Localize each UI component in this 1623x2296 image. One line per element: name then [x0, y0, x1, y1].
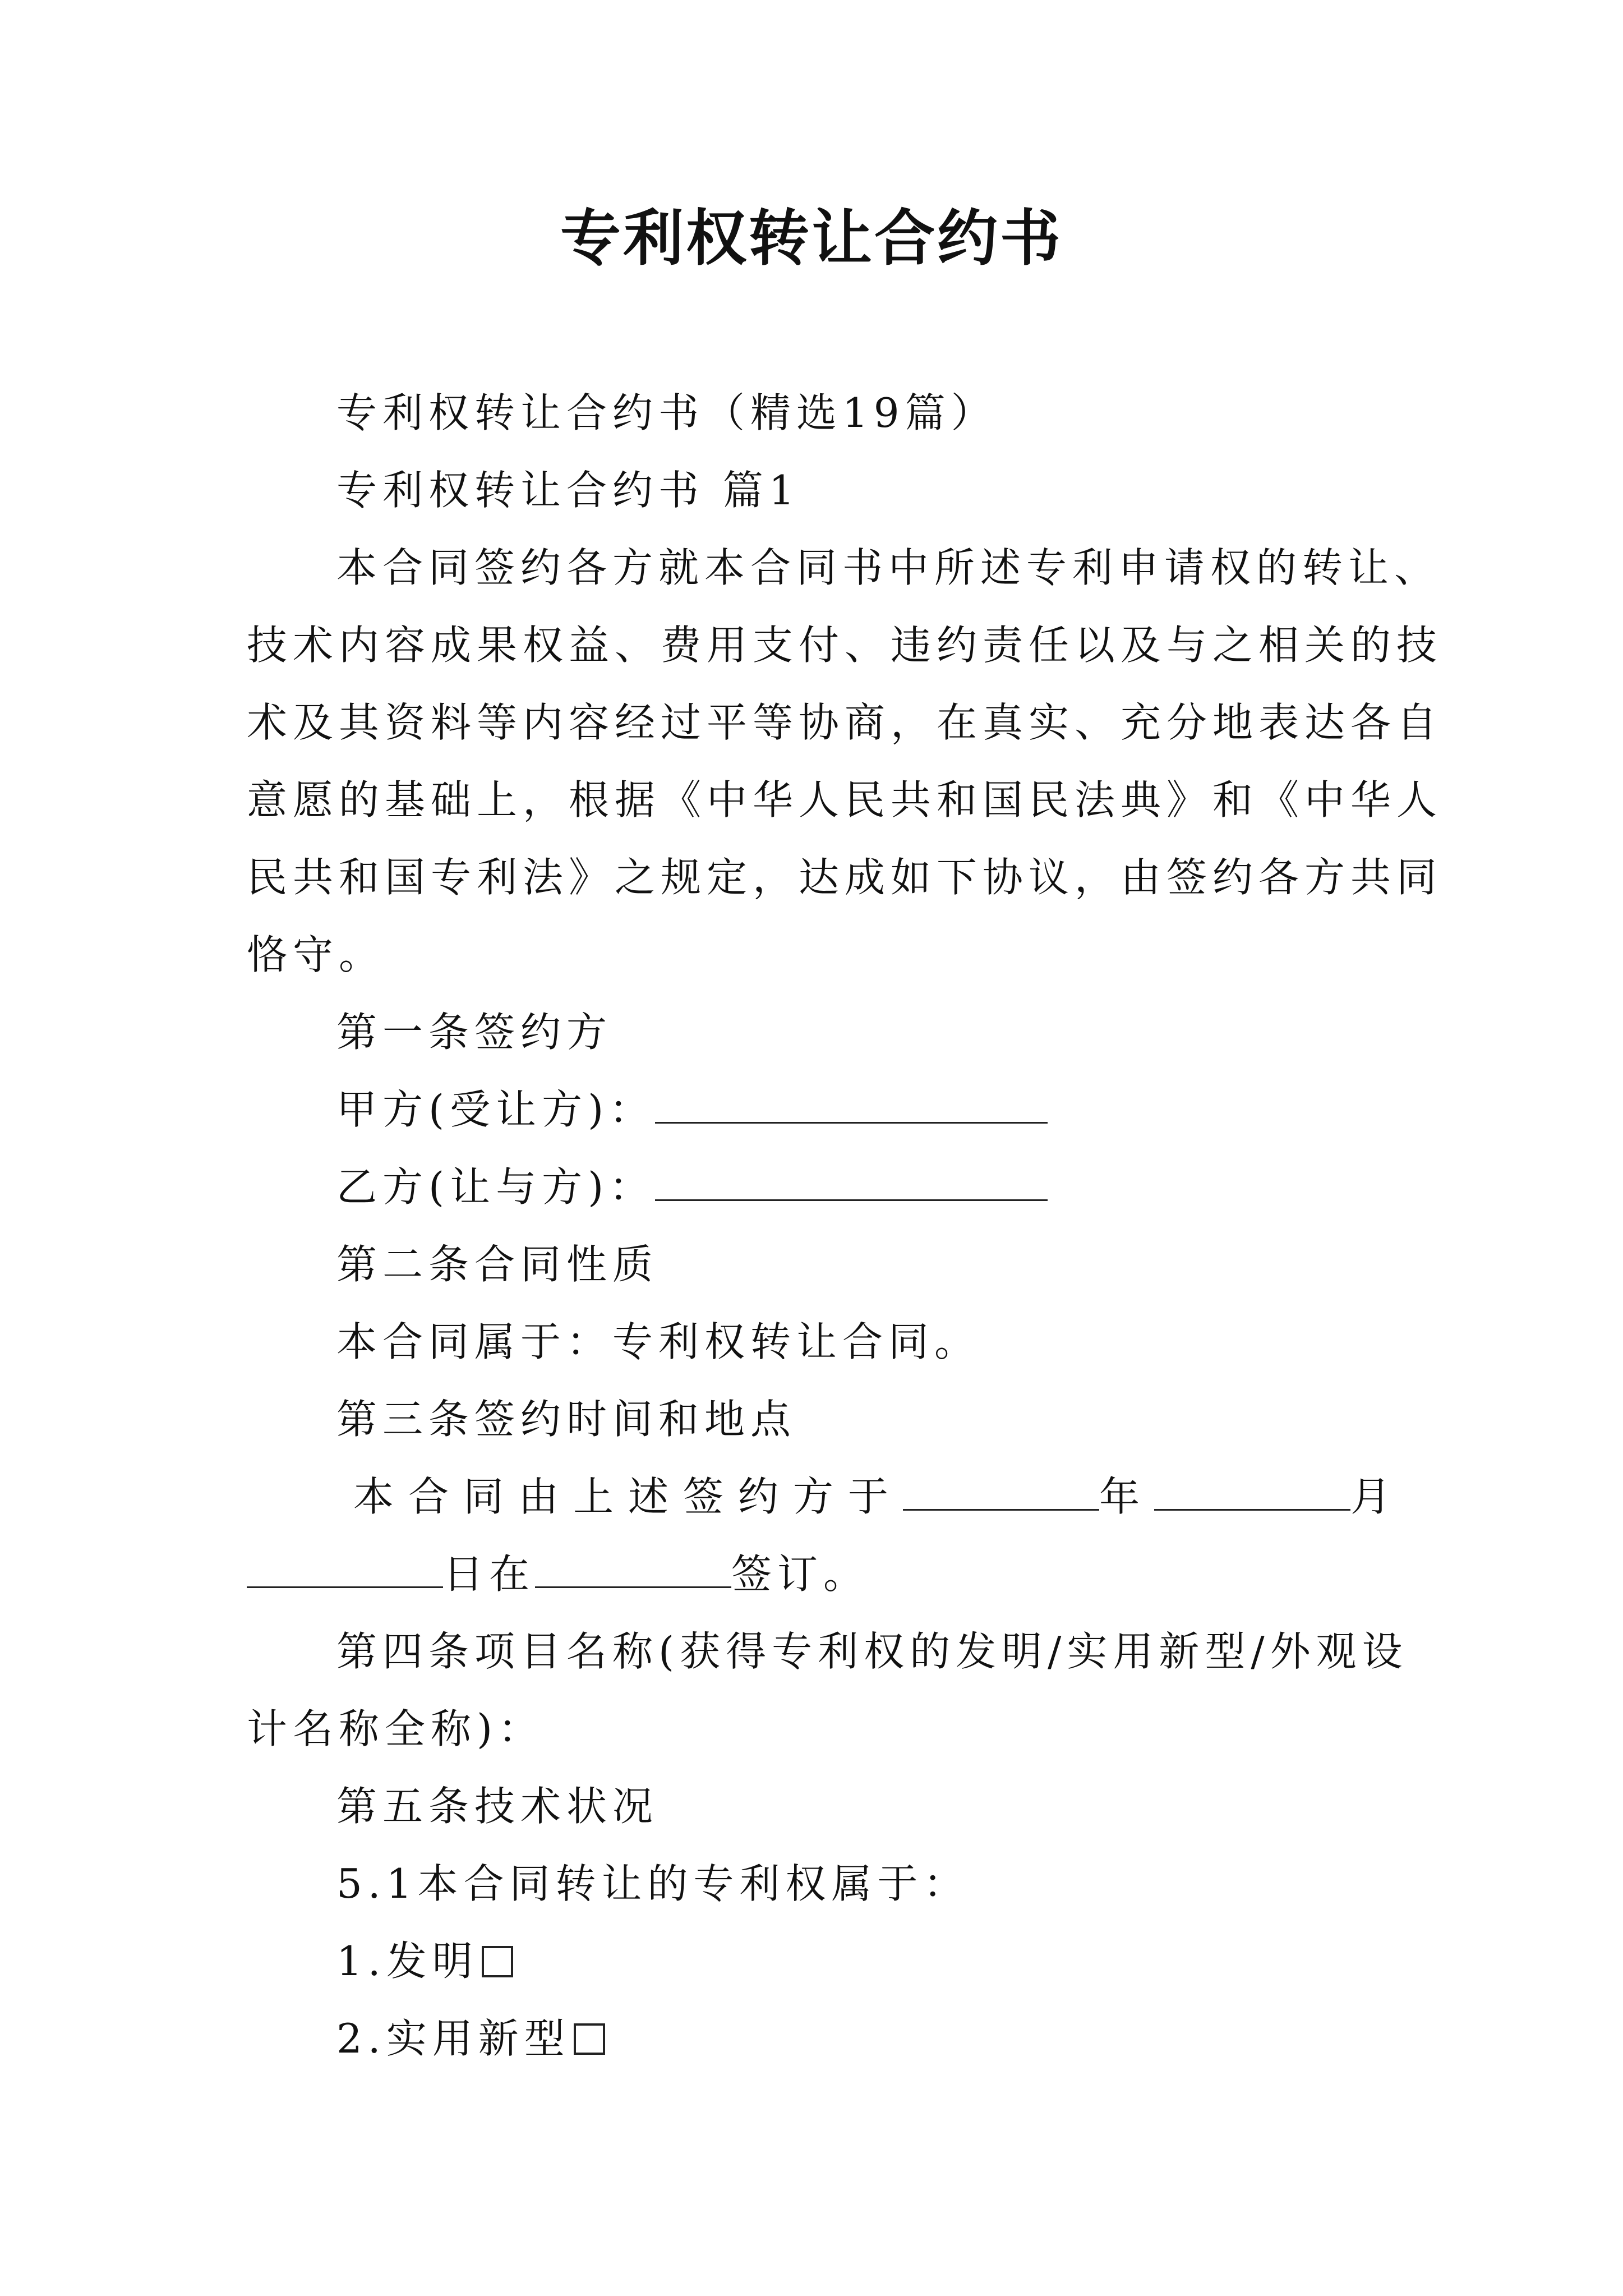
article-4-heading: 第四条项目名称(获得专利权的发明/实用新型/外观设 [336, 1628, 1408, 1675]
party-b-row [336, 1159, 1048, 1215]
article-3-heading: 第三条签约时间和地点 [336, 1396, 797, 1443]
article-4-continuation: 计名称全称)： [247, 1705, 545, 1752]
preamble-line: 民共和国专利法》之规定，达成如下协议，由签约各方共同 [247, 854, 1443, 901]
option-utility-model-row [336, 2010, 605, 2067]
document-title: 专利权转让合约书 [560, 203, 1063, 274]
article-5-heading: 第五条技术状况 [336, 1783, 659, 1830]
year-label: 年 [1099, 1473, 1155, 1520]
option-invention-label: 1.发明 [336, 1938, 478, 1985]
preamble-line: 技术内容成果权益、费用支付、违约责任以及与之相关的技 [247, 622, 1443, 669]
month-label: 月 [1350, 1473, 1406, 1520]
checkbox-icon [574, 2023, 605, 2055]
contract-nature: 本合同属于：专利权转让合同。 [336, 1318, 981, 1365]
month-blank [1154, 1470, 1350, 1511]
party-b-blank [655, 1160, 1048, 1201]
option-utility-model-label: 2.实用新型 [336, 2015, 570, 2062]
party-a-label: 甲方(受让方)： [336, 1086, 656, 1133]
preamble-line: 恪守。 [247, 931, 385, 978]
day-label: 日在 [443, 1550, 536, 1598]
year-blank [903, 1470, 1099, 1511]
signing-place-row [247, 1546, 869, 1602]
preamble-line: 本合同签约各方就本合同书中所述专利申请权的转让、 [336, 544, 1441, 591]
preamble-line: 意愿的基础上，根据《中华人民共和国民法典》和《中华人 [247, 776, 1443, 823]
place-blank [535, 1547, 731, 1588]
party-b-label: 乙方(让与方)： [336, 1163, 656, 1211]
party-a-row [336, 1082, 1048, 1138]
party-a-blank [655, 1083, 1048, 1124]
section-heading: 专利权转让合约书 篇1 [336, 467, 800, 514]
signing-date-row [353, 1469, 1405, 1525]
day-blank [247, 1547, 443, 1588]
checkbox-icon [482, 1946, 513, 1977]
clause-5-1: 5.1本合同转让的专利权属于： [336, 1860, 970, 1907]
document-subtitle: 专利权转让合约书（精选19篇） [336, 389, 997, 436]
signing-text: 本合同由上述签约方于 [353, 1473, 903, 1520]
article-1-heading: 第一条签约方 [336, 1009, 613, 1056]
option-invention-row [336, 1933, 513, 1989]
preamble-line: 术及其资料等内容经过平等协商，在真实、充分地表达各自 [247, 699, 1443, 746]
signing-end: 签订。 [731, 1550, 870, 1598]
article-2-heading: 第二条合同性质 [336, 1241, 659, 1288]
